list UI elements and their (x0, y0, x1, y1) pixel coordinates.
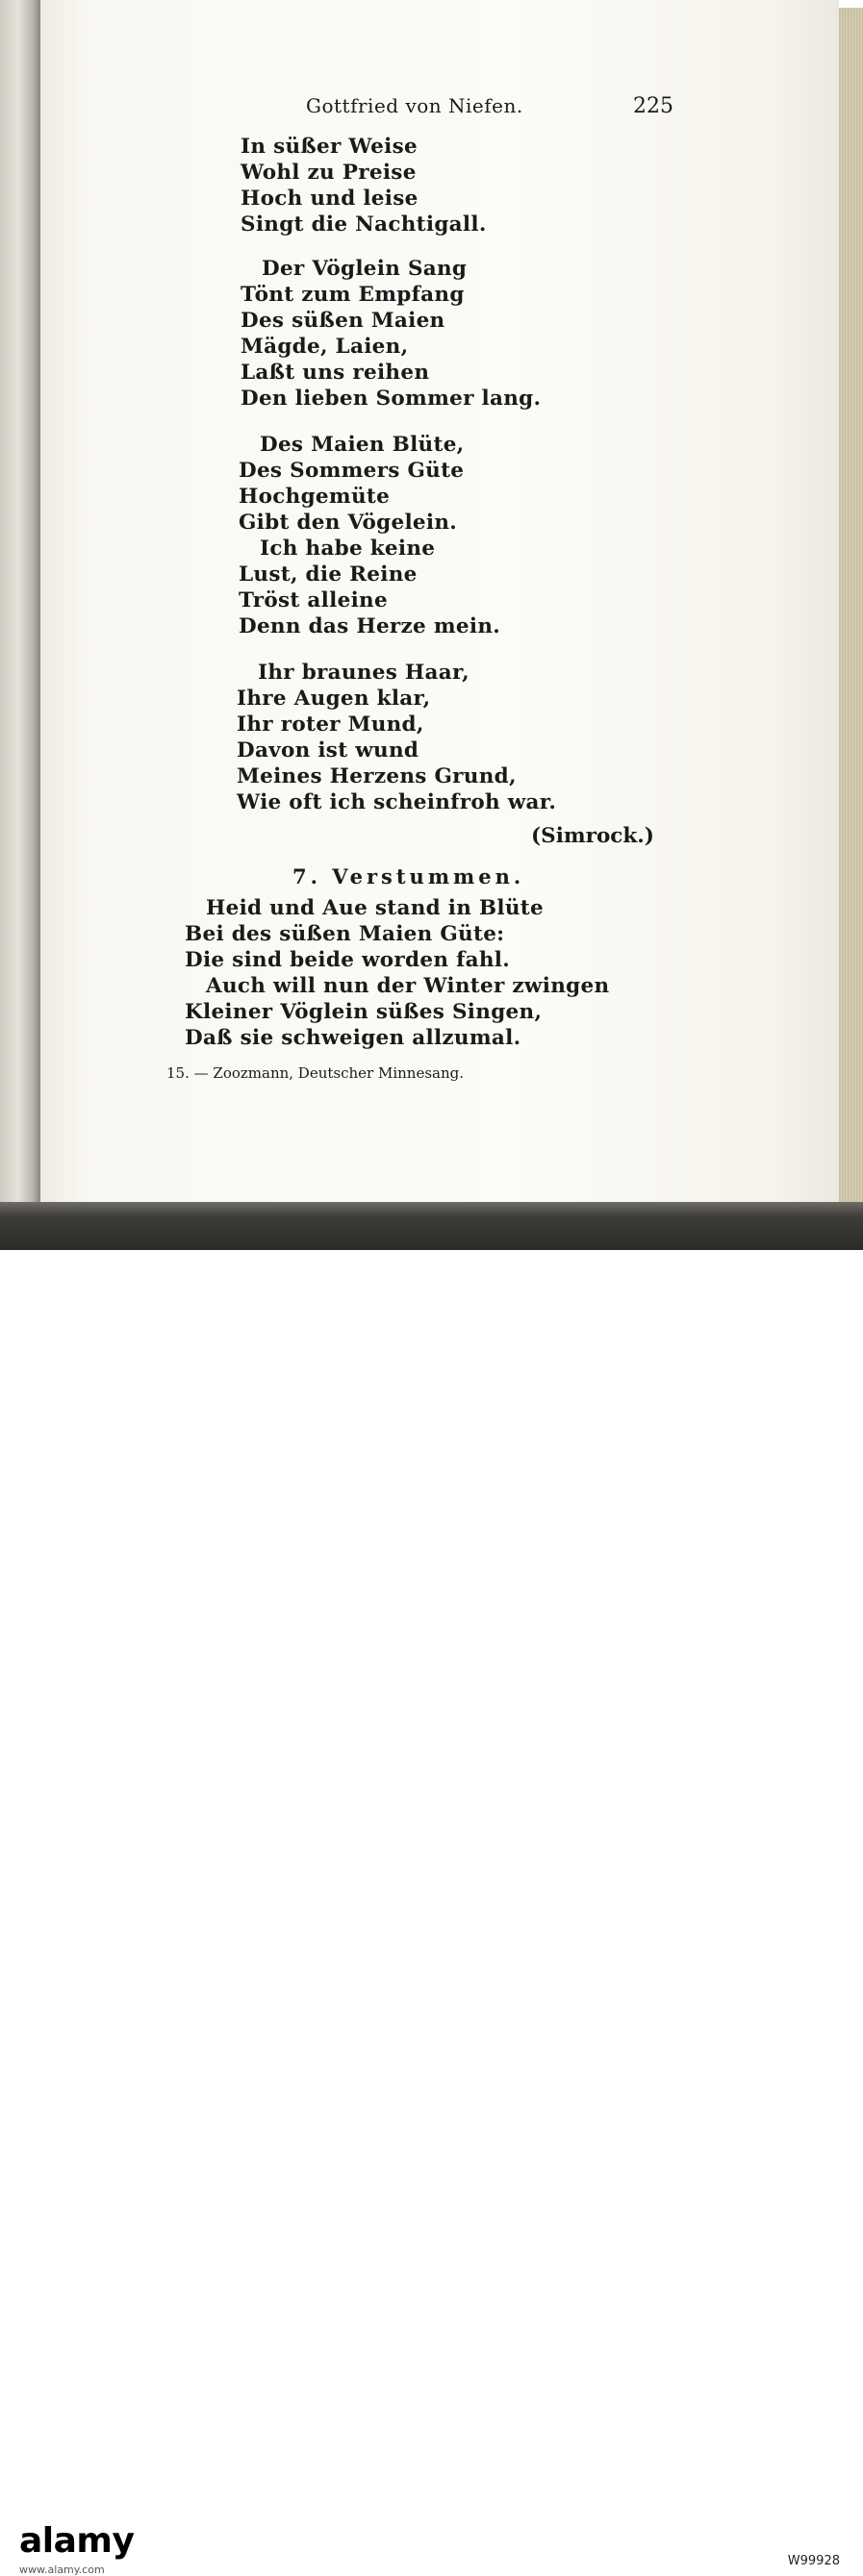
left-page-edge (0, 0, 40, 1202)
page-bottom-shadow (0, 1202, 863, 1250)
verse-line: Gibt den Vögelein. (239, 511, 458, 535)
verse-line: Die sind beide worden fahl. (185, 948, 511, 972)
verse-line: Ihr roter Mund, (237, 713, 424, 737)
page-fore-edge (839, 8, 863, 1208)
page-number: 225 (633, 94, 673, 118)
verse-line: Hoch und leise (241, 187, 419, 211)
verse-line: Des Maien Blüte, (260, 433, 465, 457)
image-id: W99928 (787, 2554, 840, 2568)
verse-line: Ihr braunes Haar, (258, 661, 470, 685)
alamy-logo: alamy (19, 2521, 135, 2561)
verse-line: Davon ist wund (237, 738, 419, 763)
signature-footer: 15. — Zoozmann, Deutscher Minnesang. (166, 1064, 464, 1082)
verse-line: In süßer Weise (241, 135, 418, 159)
verse-line: Hochgemüte (239, 485, 391, 509)
poem-title: 7. Verstummen. (292, 864, 525, 888)
verse-line: Ihre Augen klar, (237, 687, 431, 711)
verse-line: Bei des süßen Maien Güte: (185, 922, 505, 946)
verse-line: Des süßen Maien (241, 309, 445, 333)
verse-line: Wie oft ich scheinfroh war. (237, 790, 557, 814)
verse-line: Wohl zu Preise (241, 161, 417, 185)
verse-line: Singt die Nachtigall. (241, 213, 487, 237)
scan-area (0, 0, 863, 1250)
verse-line: Den lieben Sommer lang. (241, 387, 542, 411)
verse-line: Lust, die Reine (239, 563, 418, 587)
verse-line: Mägde, Laien, (241, 335, 409, 359)
verse-line: Meines Herzens Grund, (237, 764, 517, 788)
watermark-url: www.alamy.com (19, 2563, 105, 2576)
verse-line: Ich habe keine (260, 537, 436, 561)
watermark-bar (0, 1250, 863, 2576)
verse-line: Daß sie schweigen allzumal. (185, 1026, 521, 1050)
verse-line: Des Sommers Güte (239, 459, 465, 483)
verse-line: Laßt uns reihen (241, 361, 430, 385)
running-head: Gottfried von Niefen. (306, 94, 523, 117)
verse-line: Heid und Aue stand in Blüte (206, 896, 545, 920)
verse-line: Kleiner Vöglein süßes Singen, (185, 1000, 543, 1024)
verse-line: Auch will nun der Winter zwingen (206, 974, 610, 998)
verse-line: Denn das Herze mein. (239, 614, 501, 638)
verse-line: Der Vöglein Sang (262, 257, 468, 281)
verse-line: Tönt zum Empfang (241, 283, 465, 307)
verse-line: Tröst alleine (239, 588, 388, 613)
translator-attribution: (Simrock.) (531, 824, 654, 848)
